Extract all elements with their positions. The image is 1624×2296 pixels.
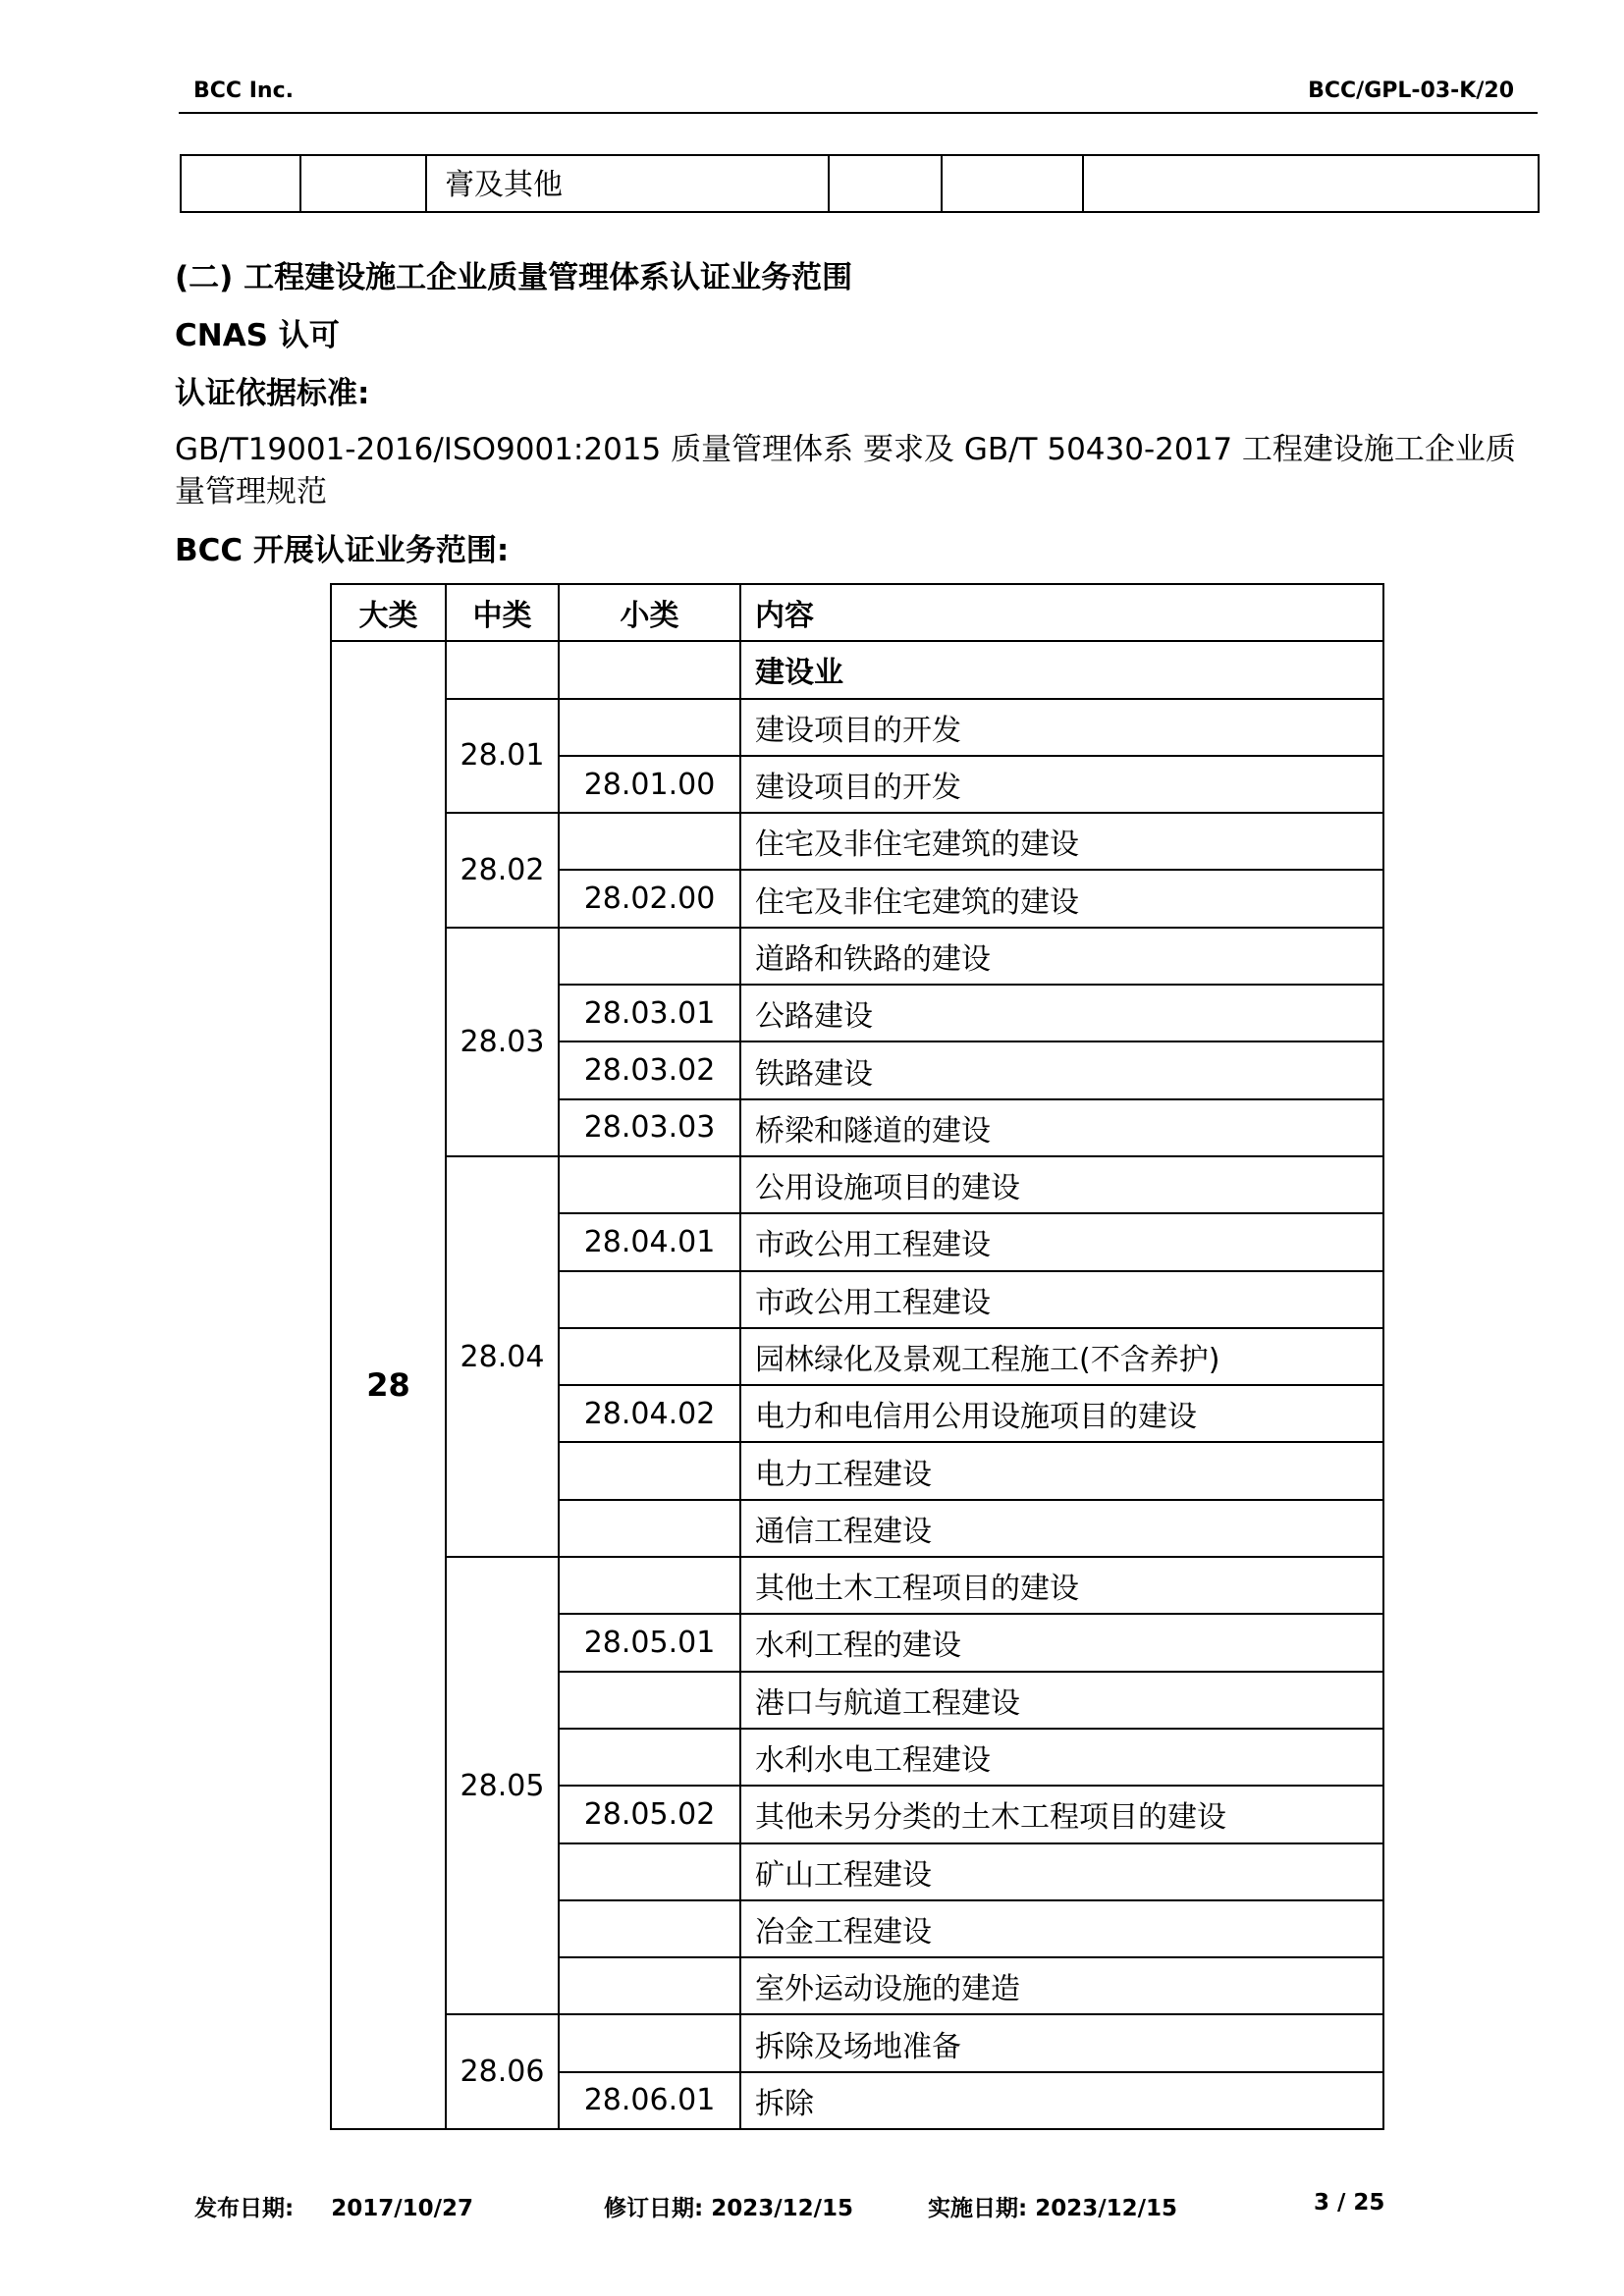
revise-date: 2023/12/15 <box>711 2196 854 2221</box>
content-cell: 住宅及非住宅建筑的建设 <box>740 870 1383 927</box>
table-row <box>331 813 1383 870</box>
publish-label: 发布日期: <box>194 2196 295 2221</box>
table-row <box>331 1156 1383 1213</box>
continued-fragment: 膏及其他 <box>426 155 829 212</box>
continued-cell <box>829 155 942 212</box>
minor-category <box>559 1957 740 2014</box>
minor-category <box>559 699 740 756</box>
footer-effective <box>928 2190 1177 2222</box>
minor-category <box>559 641 740 698</box>
major-category: 28 <box>331 641 446 2129</box>
minor-category: 28.02.00 <box>559 870 740 927</box>
content-cell: 其他未另分类的土木工程项目的建设 <box>740 1786 1383 1842</box>
content-cell: 公路建设 <box>740 985 1383 1041</box>
minor-category <box>559 928 740 985</box>
basis-label: 认证依据标准: <box>175 376 370 411</box>
content-cell: 园林绿化及景观工程施工(不含养护) <box>740 1328 1383 1385</box>
content-cell: 港口与航道工程建设 <box>740 1672 1383 1729</box>
minor-category: 28.05.02 <box>559 1786 740 1842</box>
continued-table <box>180 154 1540 213</box>
footer-publish <box>194 2190 473 2222</box>
effective-label: 实施日期: <box>928 2196 1028 2221</box>
mid-category: 28.05 <box>446 1557 559 2014</box>
minor-category <box>559 1557 740 1614</box>
content-cell: 建设项目的开发 <box>740 699 1383 756</box>
content-cell: 建设项目的开发 <box>740 756 1383 813</box>
header-doc-code: BCC/GPL-03-K/20 <box>1308 79 1514 103</box>
basis-line-1: GB/T19001-2016/ISO9001:2015 质量管理体系 要求及 GB/T 50430-2017 工程建设施工企业质 <box>175 432 1516 467</box>
header-major: 大类 <box>331 584 446 641</box>
content-cell: 市政公用工程建设 <box>740 1271 1383 1328</box>
scope-label: BCC 开展认证业务范围: <box>175 533 510 568</box>
content-cell: 其他土木工程项目的建设 <box>740 1557 1383 1614</box>
mid-category: 28.04 <box>446 1156 559 1557</box>
table-row <box>331 1557 1383 1614</box>
table-row <box>331 928 1383 985</box>
minor-category: 28.05.01 <box>559 1614 740 1671</box>
content-cell: 市政公用工程建设 <box>740 1213 1383 1270</box>
content-cell: 水利工程的建设 <box>740 1614 1383 1671</box>
content-cell: 拆除 <box>740 2072 1383 2129</box>
content-cell: 住宅及非住宅建筑的建设 <box>740 813 1383 870</box>
content-cell: 建设业 <box>740 641 1383 698</box>
content-cell: 拆除及场地准备 <box>740 2014 1383 2071</box>
minor-category <box>559 1843 740 1900</box>
accreditation-label: CNAS 认可 <box>175 318 340 353</box>
content-cell: 通信工程建设 <box>740 1500 1383 1557</box>
basis-line-2: 量管理规范 <box>175 474 327 509</box>
minor-category: 28.06.01 <box>559 2072 740 2129</box>
minor-category: 28.01.00 <box>559 756 740 813</box>
minor-category <box>559 2014 740 2071</box>
minor-category: 28.04.01 <box>559 1213 740 1270</box>
footer-revise <box>604 2190 853 2222</box>
publish-date: 2017/10/27 <box>331 2196 474 2221</box>
minor-category: 28.03.02 <box>559 1041 740 1098</box>
table-row <box>331 641 1383 698</box>
minor-category <box>559 1900 740 1957</box>
content-cell: 桥梁和隧道的建设 <box>740 1099 1383 1156</box>
table-row <box>331 2014 1383 2071</box>
mid-category: 28.03 <box>446 928 559 1156</box>
effective-date: 2023/12/15 <box>1035 2196 1178 2221</box>
minor-category <box>559 1500 740 1557</box>
minor-category: 28.03.01 <box>559 985 740 1041</box>
header-minor: 小类 <box>559 584 740 641</box>
minor-category <box>559 1729 740 1786</box>
revise-label: 修订日期: <box>604 2196 704 2221</box>
mid-category: 28.06 <box>446 2014 559 2129</box>
header-company: BCC Inc. <box>193 79 294 103</box>
content-cell: 公用设施项目的建设 <box>740 1156 1383 1213</box>
minor-category <box>559 1156 740 1213</box>
minor-category <box>559 1271 740 1328</box>
page-number: 3 / 25 <box>1314 2190 1385 2216</box>
content-cell: 室外运动设施的建造 <box>740 1957 1383 2014</box>
minor-category: 28.03.03 <box>559 1099 740 1156</box>
header-mid: 中类 <box>446 584 559 641</box>
section-title: (二) 工程建设施工企业质量管理体系认证业务范围 <box>175 260 853 295</box>
mid-category: 28.02 <box>446 813 559 928</box>
minor-category: 28.04.02 <box>559 1385 740 1442</box>
header-divider <box>179 112 1538 114</box>
content-cell: 道路和铁路的建设 <box>740 928 1383 985</box>
scope-table <box>330 583 1384 2130</box>
header-content: 内容 <box>740 584 1383 641</box>
table-row <box>331 699 1383 756</box>
minor-category <box>559 1672 740 1729</box>
content-cell: 电力和电信用公用设施项目的建设 <box>740 1385 1383 1442</box>
minor-category <box>559 813 740 870</box>
minor-category <box>559 1328 740 1385</box>
content-cell: 水利水电工程建设 <box>740 1729 1383 1786</box>
continued-cell <box>1083 155 1539 212</box>
content-cell: 冶金工程建设 <box>740 1900 1383 1957</box>
minor-category <box>559 1442 740 1499</box>
content-cell: 电力工程建设 <box>740 1442 1383 1499</box>
continued-cell <box>942 155 1083 212</box>
content-cell: 矿山工程建设 <box>740 1843 1383 1900</box>
continued-cell <box>300 155 426 212</box>
mid-category <box>446 641 559 698</box>
continued-cell <box>181 155 300 212</box>
mid-category: 28.01 <box>446 699 559 814</box>
content-cell: 铁路建设 <box>740 1041 1383 1098</box>
